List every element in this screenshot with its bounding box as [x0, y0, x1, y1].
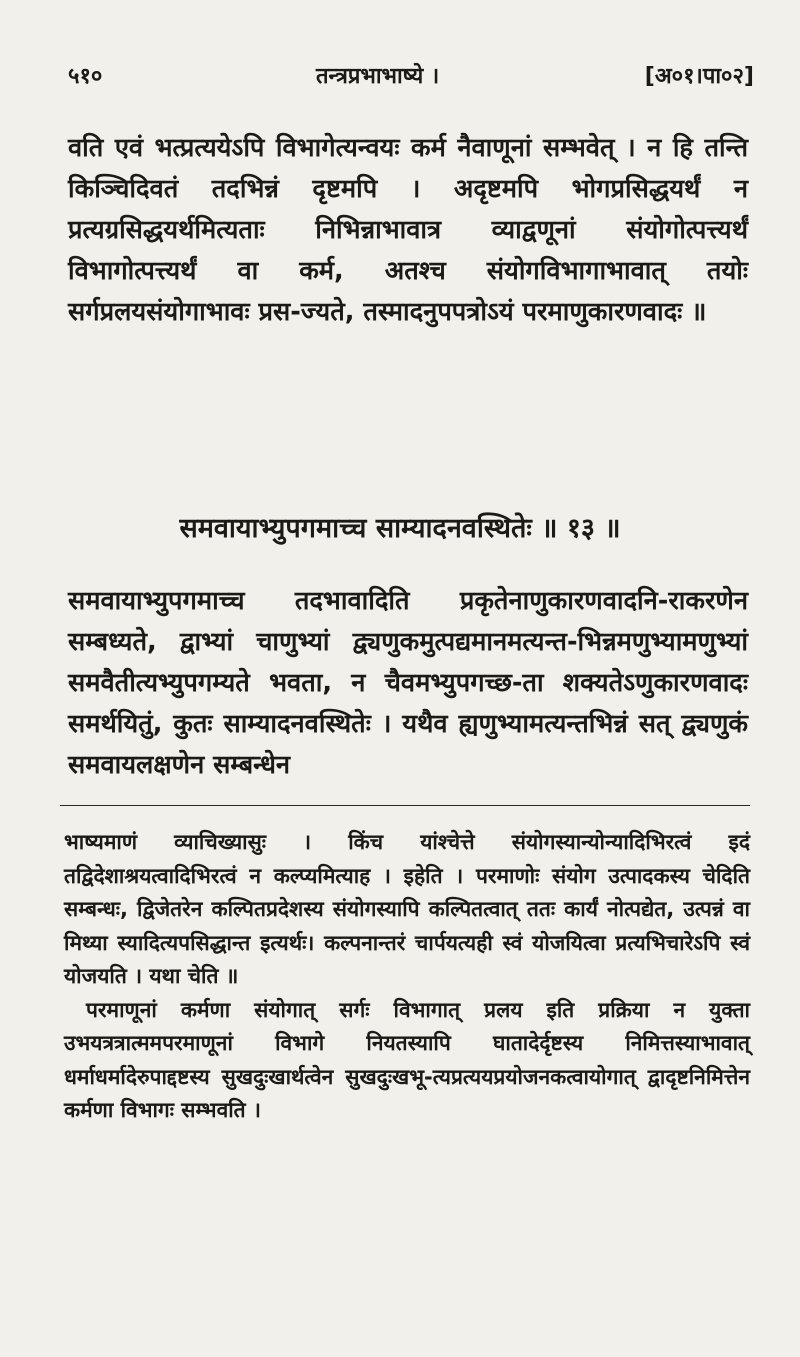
chapter-reference: [अ०१।पा०२]	[644, 64, 754, 89]
sutra-heading: समवायाभ्युपगमाच्च साम्यादनवस्थितेः ॥ १३ ॥	[179, 513, 621, 544]
commentary-paragraph: समवायाभ्युपगमाच्च तदभावादिति प्रकृतेनाणुकारणवादनि-राकरणेन सम्बध्यते, द्वाभ्यां चाणुभ्यां द्व्यणुकमुत्पद्यमानमत्यन्त-भिन्नमणुभ्यामणुभ्यां समवैतीत्यभ्युपगम्यते भवता, न चैवमभ्युपगच्छ-ता शक्यतेऽणुकारणवादः समर्थयितुं, कुतः साम्यादनवस्थितेः । यथैव ह्यणुभ्यामत्यन्तभिन्नं सत् द्व्यणुकं समवायलक्षणेन सम्बन्धेन	[68, 585, 748, 780]
footnote-paragraph: भाष्यमाणं व्याचिख्यासुः । किंच यांश्चेत्ते संयोगस्यान्योन्यादिभिरत्वं इदं तद्विदेशाश्रयत्वादिभिरत्वं न कल्प्यमित्याह । इहेति । परमाणोः संयोग उत्पादकस्य चेदिति सम्बन्धः, द्विजेतरेन कल्पितप्रदेशस्य संयोगस्यापि कल्पितत्वात् ततः कार्यं नोत्पद्येत, उत्पन्नं वा मिथ्या स्यादित्यपसिद्धान्त इत्यर्थः। कल्पनान्तरं चार्पयत्यही स्वं योजयित्वा प्रत्यभिचारेऽपि स्वं योजयति । यथा चेति ॥	[64, 830, 750, 988]
footnote-block	[64, 826, 750, 1128]
footnote-divider	[60, 805, 750, 806]
main-text-block	[68, 128, 748, 333]
page-number: ५१०	[68, 64, 103, 89]
main-paragraph: वति एवं भत्प्रत्ययेऽपि विभागेत्यन्वयः कर्म नैवाणूनां सम्भवेत् । न हि तन्ति किञ्चिदिवतं तदभिन्नं दृष्टमपि । अदृष्टमपि भोगप्रसिद्धयर्थं न प्रत्यग्रसिद्धयर्थमित्यताः निभिन्नाभावात्र व्याद्वणूनां संयोगोत्पत्त्यर्थं विभागोत्पत्त्यर्थं वा कर्म, अतश्च संयोगविभागाभावात् तयोः सर्गप्रलयसंयोगाभावः प्रस-ज्यते, तस्मादनुपपत्रोऽयं परमाणुकारणवादः ॥	[68, 133, 748, 327]
commentary-text-block	[68, 555, 748, 811]
footnote-paragraph: परमाणूनां कर्मणा संयोगात् सर्गः विभागात् प्रलय इति प्रक्रिया न युक्ता उभयत्रत्रात्ममपरमाणूनां विभागे नियतस्यापि घातादेर्दृष्टस्य निमित्तस्याभावात् धर्माधर्मादेरुपाद्दष्टस्य सुखदुःखार्थत्वेन सुखदुःखभू-त्यप्रत्ययप्रयोजनकत्वायोगात् द्वादृष्टनिमित्तेन कर्मणा विभागः सम्भवति ।	[64, 997, 750, 1122]
running-head	[68, 60, 754, 100]
book-title: तन्त्रप्रभाभाष्ये ।	[316, 64, 440, 89]
